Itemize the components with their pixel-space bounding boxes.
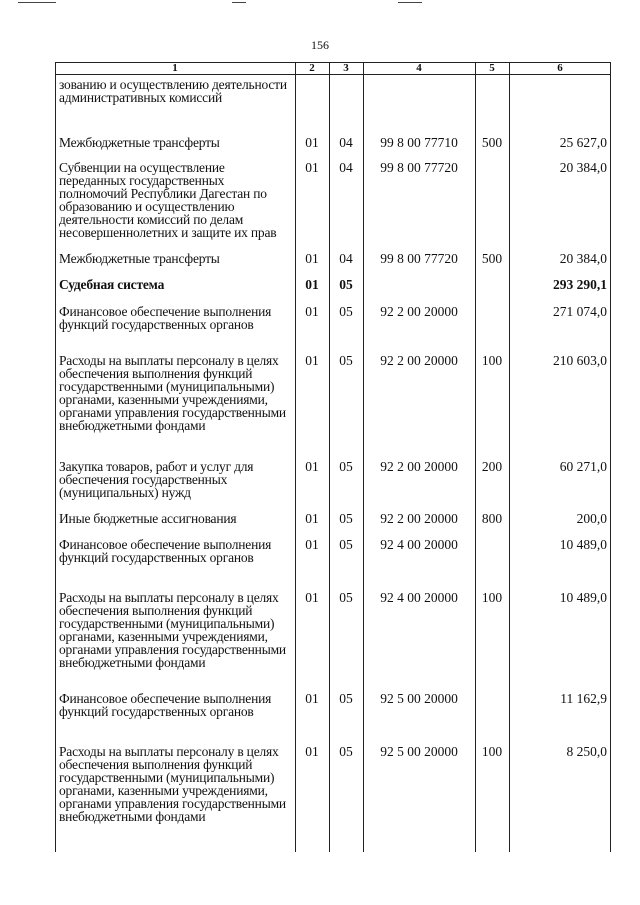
row-description: Расходы на выплаты персоналу в целях обеспечения выполнения функций государственными (муниципальными) органами, казенными учреждениями, органами управления государственными внебюджетными фондами bbox=[59, 353, 286, 433]
row-target-article: 99 8 00 77710 bbox=[380, 135, 458, 150]
row-section-code: 01 bbox=[305, 251, 319, 266]
row-section-code: 01 bbox=[305, 304, 319, 319]
row-expense-type: 200 bbox=[481, 459, 503, 474]
col-border bbox=[363, 62, 364, 852]
row-target-article: 92 2 00 20000 bbox=[380, 304, 458, 319]
row-subsection-code: 04 bbox=[339, 160, 353, 175]
col-border bbox=[509, 62, 510, 852]
col-border bbox=[55, 62, 56, 852]
row-subsection-code: 05 bbox=[339, 277, 353, 292]
row-expense-type: 800 bbox=[481, 511, 503, 526]
header-col-5: 5 bbox=[489, 62, 495, 74]
row-subsection-code: 05 bbox=[339, 353, 353, 368]
row-description: Расходы на выплаты персоналу в целях обеспечения выполнения функций государственными (муниципальными) органами, казенными учреждениями, органами управления государственными внебюджетными фондами bbox=[59, 744, 286, 824]
row-subsection-code: 05 bbox=[339, 511, 353, 526]
row-amount: 200,0 bbox=[576, 511, 607, 526]
row-description: Межбюджетные трансферты bbox=[59, 135, 220, 150]
row-subsection-code: 05 bbox=[339, 744, 353, 759]
col-border bbox=[610, 62, 611, 852]
row-amount: 210 603,0 bbox=[553, 353, 607, 368]
row-target-article: 99 8 00 77720 bbox=[380, 251, 458, 266]
row-expense-type: 500 bbox=[481, 251, 503, 266]
header-col-2: 2 bbox=[309, 62, 315, 74]
row-subsection-code: 05 bbox=[339, 304, 353, 319]
row-subsection-code: 05 bbox=[339, 691, 353, 706]
row-target-article: 92 5 00 20000 bbox=[380, 744, 458, 759]
row-amount: 60 271,0 bbox=[559, 459, 607, 474]
row-description: Финансовое обеспечение выполнения функций государственных органов bbox=[59, 537, 272, 565]
row-description: Межбюджетные трансферты bbox=[59, 251, 220, 266]
row-expense-type: 100 bbox=[481, 353, 503, 368]
row-expense-type: 100 bbox=[481, 744, 503, 759]
row-amount: 20 384,0 bbox=[559, 251, 607, 266]
table-header bbox=[55, 62, 611, 75]
header-col-4: 4 bbox=[416, 62, 422, 74]
row-description: Финансовое обеспечение выполнения функций государственных органов bbox=[59, 304, 272, 332]
row-section-code: 01 bbox=[305, 691, 319, 706]
row-target-article: 92 4 00 20000 bbox=[380, 537, 458, 552]
header-col-1: 1 bbox=[172, 62, 178, 74]
header-col-3: 3 bbox=[343, 62, 349, 74]
row-section-code: 01 bbox=[305, 744, 319, 759]
row-section-code: 01 bbox=[305, 459, 319, 474]
row-description: Закупка товаров, работ и услуг для обеспечения государственных (муниципальных) нужд bbox=[59, 459, 254, 500]
row-section-code: 01 bbox=[305, 590, 319, 605]
row-amount: 10 489,0 bbox=[559, 537, 607, 552]
row-subsection-code: 05 bbox=[339, 459, 353, 474]
col-border bbox=[295, 62, 296, 852]
row-section-code: 01 bbox=[305, 511, 319, 526]
row-description: Финансовое обеспечение выполнения функций государственных органов bbox=[59, 691, 272, 719]
row-target-article: 92 5 00 20000 bbox=[380, 691, 458, 706]
row-description: Иные бюджетные ассигнования bbox=[59, 511, 237, 526]
row-section-code: 01 bbox=[305, 537, 319, 552]
row-amount: 271 074,0 bbox=[553, 304, 607, 319]
row-subsection-code: 05 bbox=[339, 537, 353, 552]
row-amount: 25 627,0 bbox=[559, 135, 607, 150]
row-description: Субвенции на осуществление переданных государственных полномочий Республики Дагестан по образованию и осуществлению деятельности комиссий по делам несовершеннолетних и защите их прав bbox=[59, 160, 277, 240]
row-section-code: 01 bbox=[305, 160, 319, 175]
row-description: Расходы на выплаты персоналу в целях обеспечения выполнения функций государственными (муниципальными) органами, казенными учреждениями, органами управления государственными внебюджетными фондами bbox=[59, 590, 286, 670]
row-subsection-code: 04 bbox=[339, 135, 353, 150]
row-target-article: 92 2 00 20000 bbox=[380, 511, 458, 526]
row-amount: 293 290,1 bbox=[553, 277, 607, 292]
row-expense-type: 100 bbox=[481, 590, 503, 605]
row-amount: 20 384,0 bbox=[559, 160, 607, 175]
scan-top-edge bbox=[0, 0, 640, 6]
row-section-code: 01 bbox=[305, 353, 319, 368]
row-subsection-code: 04 bbox=[339, 251, 353, 266]
row-target-article: 92 4 00 20000 bbox=[380, 590, 458, 605]
row-amount: 10 489,0 bbox=[559, 590, 607, 605]
col-border bbox=[329, 62, 330, 852]
header-col-6: 6 bbox=[557, 62, 563, 74]
row-description: Судебная система bbox=[59, 277, 165, 292]
row-section-code: 01 bbox=[305, 135, 319, 150]
budget-table bbox=[55, 62, 611, 852]
page-number: 156 bbox=[311, 38, 329, 52]
row-target-article: 92 2 00 20000 bbox=[380, 459, 458, 474]
row-target-article: 92 2 00 20000 bbox=[380, 353, 458, 368]
row-amount: 8 250,0 bbox=[566, 744, 607, 759]
row-expense-type: 500 bbox=[481, 135, 503, 150]
row-amount: 11 162,9 bbox=[560, 691, 607, 706]
row-target-article: 99 8 00 77720 bbox=[380, 160, 458, 175]
row-section-code: 01 bbox=[305, 277, 319, 292]
row-subsection-code: 05 bbox=[339, 590, 353, 605]
row-description: зованию и осуществлению деятельности административных комиссий bbox=[59, 77, 287, 105]
col-border bbox=[475, 62, 476, 852]
